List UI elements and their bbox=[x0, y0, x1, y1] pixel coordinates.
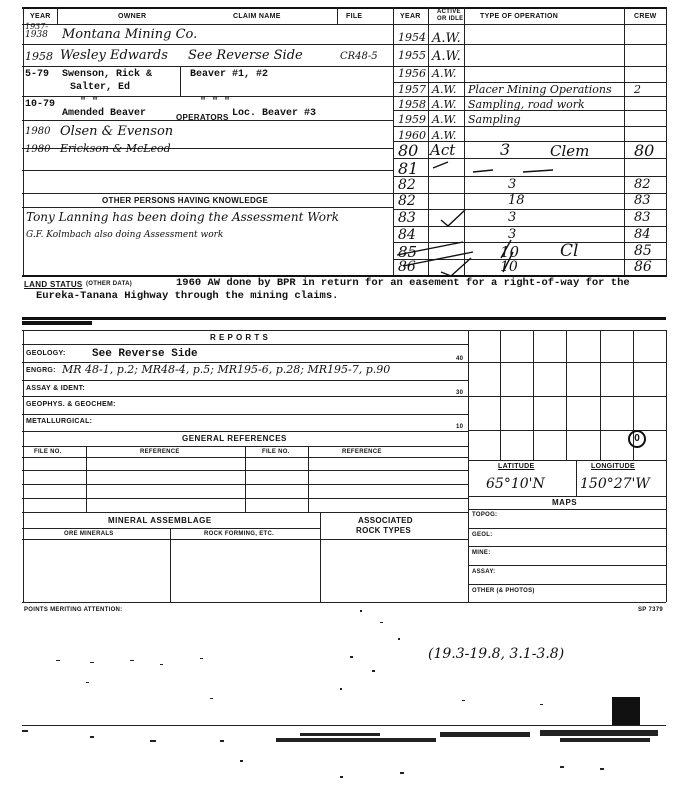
scan-noise bbox=[0, 600, 678, 800]
op-year: 1954 bbox=[398, 31, 426, 44]
claim-name: Loc. Beaver #3 bbox=[232, 108, 317, 119]
op-year: 1958 bbox=[398, 98, 426, 111]
op-year: 80 bbox=[398, 141, 419, 160]
mineral-assemblage-title: MINERAL ASSEMBLAGE bbox=[108, 516, 212, 525]
op-note: Clem bbox=[550, 142, 590, 160]
report-n30: 30 bbox=[456, 390, 464, 396]
owner-name: " " bbox=[80, 97, 99, 108]
op-crew: 2 bbox=[634, 83, 641, 96]
claim-name: See Reverse Side bbox=[188, 48, 303, 63]
op-note: Cl bbox=[560, 241, 579, 261]
header-claim-name: CLAIM NAME bbox=[233, 13, 281, 20]
owner-year: 1980 bbox=[25, 144, 51, 155]
op-status: Act bbox=[430, 141, 456, 159]
geol-label: GEOL: bbox=[472, 532, 493, 538]
ore-minerals-col: ORE MINERALS bbox=[64, 531, 114, 537]
form-number: SP 7379 bbox=[638, 607, 664, 613]
owner-year: 1938 bbox=[25, 30, 48, 40]
rock-forming-col: ROCK FORMING, ETC. bbox=[204, 531, 275, 537]
header-year2: YEAR bbox=[400, 13, 421, 20]
engrg-value: MR 48-1, p.2; MR48-4, p.5; MR195-6, p.28; MR195-7, p.90 bbox=[62, 363, 391, 376]
op-status: A.W. bbox=[432, 49, 461, 64]
latitude-value: 65°10'N bbox=[486, 476, 545, 492]
op-status: A.W. bbox=[432, 31, 461, 46]
geophys-label: GEOPHYS. & GEOCHEM: bbox=[26, 401, 116, 408]
longitude-value: 150°27'W bbox=[580, 476, 650, 492]
owner-year: 1958 bbox=[25, 50, 53, 63]
mine-label: MINE: bbox=[472, 550, 491, 556]
claim-name: " " " bbox=[200, 97, 231, 108]
op-crew: 80 bbox=[634, 141, 655, 160]
assay-label: ASSAY & IDENT: bbox=[26, 385, 86, 392]
col-file-no-2: FILE NO. bbox=[262, 449, 290, 455]
col-file-no: FILE NO. bbox=[34, 449, 62, 455]
land-status-label: LAND STATUS bbox=[24, 280, 83, 289]
op-type: 3 bbox=[508, 210, 517, 225]
op-year: 82 bbox=[398, 177, 416, 193]
op-year: 1960 bbox=[398, 129, 426, 142]
owner-name: Montana Mining Co. bbox=[62, 27, 198, 42]
op-crew: 83 bbox=[634, 193, 651, 208]
op-type: 3 bbox=[508, 177, 517, 192]
header-year: YEAR bbox=[30, 13, 51, 20]
other-photos-label: OTHER (& PHOTOS) bbox=[472, 588, 535, 594]
op-year: 85 bbox=[398, 243, 418, 261]
op-crew: 82 bbox=[634, 177, 651, 192]
land-status-text: 1960 AW done by BPR in return for an easement for a right-of-way for the Eureka-Tanana Highway through the mining claims. bbox=[36, 277, 630, 302]
header-owner: OWNER bbox=[118, 13, 147, 20]
owner-year: 10-79 bbox=[25, 99, 56, 110]
owner-name: Erickson & McLeod bbox=[60, 142, 171, 155]
header-crew: CREW bbox=[634, 13, 657, 20]
header-type-of-operation: TYPE OF OPERATION bbox=[480, 13, 559, 20]
coordinates-note: (19.3-19.8, 3.1-3.8) bbox=[428, 646, 565, 662]
longitude-label: LONGITUDE bbox=[591, 463, 635, 470]
op-type: 3 bbox=[508, 227, 517, 242]
op-type: 18 bbox=[508, 193, 525, 208]
points-meriting-label: POINTS MERITING ATTENTION: bbox=[24, 607, 123, 613]
op-year: 81 bbox=[398, 159, 419, 178]
latitude-label: LATITUDE bbox=[498, 463, 535, 470]
geology-label: GEOLOGY: bbox=[26, 350, 66, 357]
op-type: Placer Mining Operations bbox=[468, 83, 612, 96]
op-type: Sampling bbox=[468, 113, 521, 126]
handwritten-ticks bbox=[393, 140, 666, 277]
op-year: 83 bbox=[398, 210, 416, 226]
file-no: CR48-5 bbox=[340, 51, 378, 62]
op-year: 1956 bbox=[398, 67, 426, 80]
op-crew: 83 bbox=[634, 210, 651, 225]
op-status: A.W. bbox=[432, 98, 457, 111]
operators-stamp: OPERATORS bbox=[176, 113, 229, 122]
owner-name: Wesley Edwards bbox=[60, 48, 168, 63]
owner-name: Salter, Ed bbox=[70, 82, 131, 93]
reports-title: R E P O R T S bbox=[210, 333, 269, 342]
op-year: 84 bbox=[398, 227, 416, 243]
assay-map-label: ASSAY: bbox=[472, 569, 496, 575]
owner-year: 1980 bbox=[25, 126, 51, 137]
op-year: 82 bbox=[398, 193, 416, 209]
col-reference: REFERENCE bbox=[140, 449, 180, 455]
land-status-sublabel: (OTHER DATA) bbox=[86, 281, 133, 287]
associated-rock-label-2: ROCK TYPES bbox=[356, 526, 412, 535]
header-active: ACTIVE bbox=[437, 9, 461, 15]
topog-label: TOPOG: bbox=[472, 512, 498, 518]
metallurgical-label: METALLURGICAL: bbox=[26, 418, 93, 425]
header-idle: OR IDLE bbox=[437, 16, 464, 22]
op-status: A.W. bbox=[432, 67, 457, 80]
op-year: 86 bbox=[398, 259, 416, 275]
owner-name: Olsen & Evenson bbox=[60, 124, 174, 139]
other-persons-line1: Tony Lanning has been doing the Assessment Work bbox=[26, 210, 339, 224]
geology-value: See Reverse Side bbox=[92, 348, 198, 360]
general-references-title: GENERAL REFERENCES bbox=[182, 434, 287, 443]
op-year: 1957 bbox=[398, 83, 426, 96]
claim-name: Beaver #1, #2 bbox=[190, 69, 269, 80]
engrg-label: ENGRG: bbox=[26, 367, 56, 374]
op-type: 10 bbox=[500, 259, 518, 275]
op-year: 1955 bbox=[398, 49, 426, 62]
op-type: Sampling, road work bbox=[468, 98, 585, 111]
owner-name: Amended Beaver bbox=[62, 108, 147, 119]
owner-year: 5-79 bbox=[25, 69, 50, 80]
report-n10: 10 bbox=[456, 424, 464, 430]
col-reference-2: REFERENCE bbox=[342, 449, 382, 455]
associated-rock-label: ASSOCIATED bbox=[358, 516, 413, 525]
op-type: 3 bbox=[500, 140, 511, 159]
other-persons-title: OTHER PERSONS HAVING KNOWLEDGE bbox=[102, 196, 269, 205]
op-year: 1959 bbox=[398, 113, 426, 126]
owner-year: 1937- bbox=[25, 22, 49, 31]
op-type: 10 bbox=[500, 243, 520, 261]
op-status: A.W. bbox=[432, 129, 457, 142]
op-status: A.W. bbox=[432, 113, 457, 126]
op-crew: 84 bbox=[634, 227, 651, 242]
owner-name: Swenson, Rick & bbox=[62, 69, 153, 80]
op-status: A.W. bbox=[432, 83, 457, 96]
header-file: FILE bbox=[346, 13, 363, 20]
other-persons-line2: G.F. Kolmbach also doing Assessment work bbox=[26, 230, 224, 240]
op-crew: 85 bbox=[634, 243, 652, 259]
grid-circle-mark: 0 bbox=[628, 430, 646, 448]
op-crew: 86 bbox=[634, 259, 652, 275]
report-n40: 40 bbox=[456, 356, 464, 362]
maps-title: MAPS bbox=[552, 498, 578, 507]
